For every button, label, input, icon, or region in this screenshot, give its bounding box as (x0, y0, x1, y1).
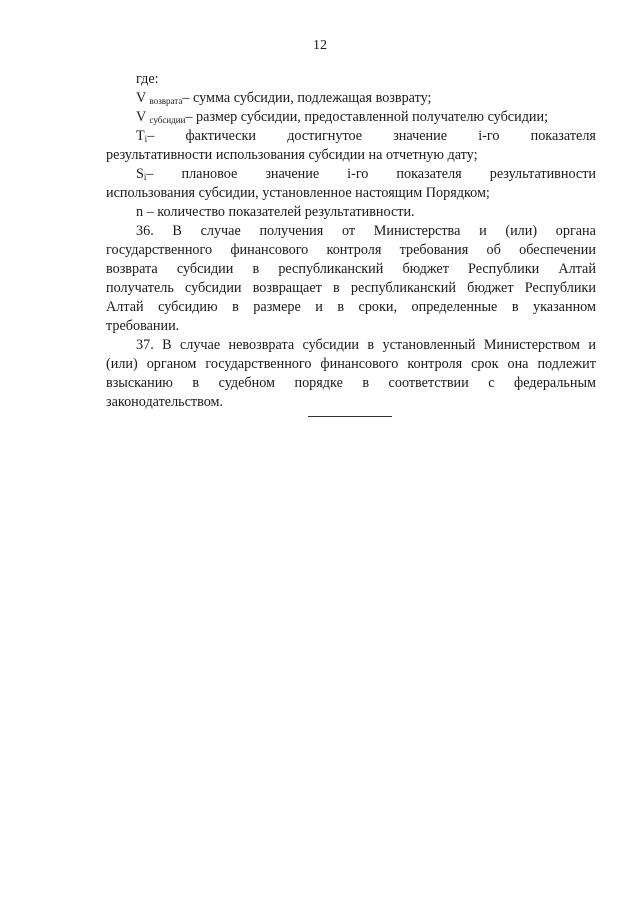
text-word: Министерством (483, 337, 580, 353)
text-word: в (192, 375, 200, 391)
text-word: показателя (396, 166, 462, 182)
text-word: взысканию (106, 375, 173, 391)
text-word: плановое (181, 166, 238, 182)
text-word: органом (146, 356, 197, 372)
text-word: невозврата (228, 337, 295, 353)
para37-line-4: законодательством. (106, 394, 224, 410)
text-word: – (146, 166, 154, 182)
text-word: указанном (533, 299, 596, 315)
text-word: и (588, 337, 596, 353)
text-word: контроля (407, 356, 463, 372)
line-si (106, 165, 596, 184)
formula-symbol: V (136, 90, 146, 106)
para36-line-3 (106, 260, 596, 279)
text-word: фактически (185, 128, 257, 144)
text-word: обеспечении (519, 242, 596, 258)
text-word: определенные (411, 299, 498, 315)
para36-line-5 (106, 298, 596, 317)
text-word: судебном (218, 375, 276, 391)
text-word: республиканский (350, 280, 456, 296)
text-word: и (315, 299, 323, 315)
line-si-cont: использования субсидии, установленное настоящим Порядком; (106, 185, 490, 201)
text-word: субсидии (184, 280, 242, 296)
para37-line-2 (106, 355, 596, 374)
text-word: получатель (106, 280, 174, 296)
text-word: субсидии (302, 337, 360, 353)
formula-symbol: V (136, 109, 146, 125)
text-word: финансового (230, 242, 309, 258)
text-word: с (488, 375, 495, 391)
text-word: значение (265, 166, 320, 182)
line-v-subsidii (106, 108, 596, 127)
formula-subscript: возврата (149, 96, 183, 106)
para36-line-4 (106, 279, 596, 298)
text-word: случае (179, 337, 221, 353)
page-number: 12 (313, 38, 327, 53)
text-word: 36. (136, 223, 154, 239)
text-word: случае (200, 223, 241, 239)
text-word: установленный (382, 337, 476, 353)
text-word: 37. (136, 337, 154, 353)
formula-subscript: субсидии (149, 115, 186, 125)
text-word: бюджет (402, 261, 449, 277)
text-word: федеральным (514, 375, 596, 391)
text-word: от (341, 223, 356, 239)
text-word: органа (555, 223, 596, 239)
text-word: об (486, 242, 501, 258)
text-word: в (333, 280, 340, 296)
text-word: в (252, 261, 260, 277)
formula-subscript: i (144, 134, 148, 144)
text-word: Министерства (373, 223, 461, 239)
text-word: В (162, 337, 172, 353)
text-word: в (337, 299, 345, 315)
formula-term (136, 165, 154, 184)
text-word: i-го (347, 166, 369, 182)
text-word: i-го (478, 128, 500, 144)
text-word: Республики (468, 261, 540, 277)
para37-line-1 (106, 336, 596, 355)
text-word: достигнутое (287, 128, 363, 144)
para37-line-3 (106, 374, 596, 393)
text-word: требования (399, 242, 469, 258)
formula-symbol: T (136, 128, 145, 144)
text-word: Республики (524, 280, 596, 296)
text-word: возвращает (252, 280, 322, 296)
text-word: Алтай (558, 261, 596, 277)
text-word: в (367, 337, 375, 353)
formula-term (136, 127, 154, 146)
text-word: размере (253, 299, 301, 315)
text-word: получения (259, 223, 324, 239)
text-word: республиканский (278, 261, 384, 277)
text-word: финансового (320, 356, 399, 372)
text-word: бюджет (467, 280, 514, 296)
text-word: субсидию (158, 299, 218, 315)
para36-line-2 (106, 241, 596, 260)
text-word: В (172, 223, 182, 239)
line-ti (106, 127, 596, 146)
text-word: (или) (505, 223, 538, 239)
text-word: сроки, (358, 299, 398, 315)
line-gde: где: (136, 71, 159, 87)
text-word: показателя (530, 128, 596, 144)
text-word: подлежит (537, 356, 596, 372)
para36-line-6: требовании. (106, 318, 180, 334)
line-v-vozvrata (106, 89, 596, 108)
line-n: n – количество показателей результативности. (136, 204, 415, 220)
formula-subscript: i (143, 172, 147, 182)
text-word: соответствии (388, 375, 469, 391)
line-ti-cont: результативности использования субсидии на отчетную дату; (106, 147, 478, 163)
text-word: – (147, 128, 155, 144)
text-word: и (479, 223, 487, 239)
text-word: в (362, 375, 370, 391)
text-word: (или) (106, 356, 138, 372)
end-divider (308, 416, 392, 417)
text-word: срок (471, 356, 499, 372)
text-word: в (511, 299, 519, 315)
text-word: порядке (294, 375, 343, 391)
text-word: государственного (205, 356, 312, 372)
para36-line-1 (106, 222, 596, 241)
text-word: возврата (106, 261, 158, 277)
formula-symbol: S (136, 166, 144, 182)
document-body (106, 70, 596, 412)
text-word: она (507, 356, 529, 372)
definition-text: – сумма субсидии, подлежащая возврату; (182, 90, 432, 106)
text-word: значение (393, 128, 448, 144)
text-word: Алтай (106, 299, 144, 315)
text-word: государственного (106, 242, 213, 258)
text-word: субсидии (176, 261, 234, 277)
text-word: контроля (326, 242, 382, 258)
text-word: результативности (489, 166, 596, 182)
text-word: в (232, 299, 239, 315)
definition-text: – размер субсидии, предоставленной получателю субсидии; (185, 109, 549, 125)
